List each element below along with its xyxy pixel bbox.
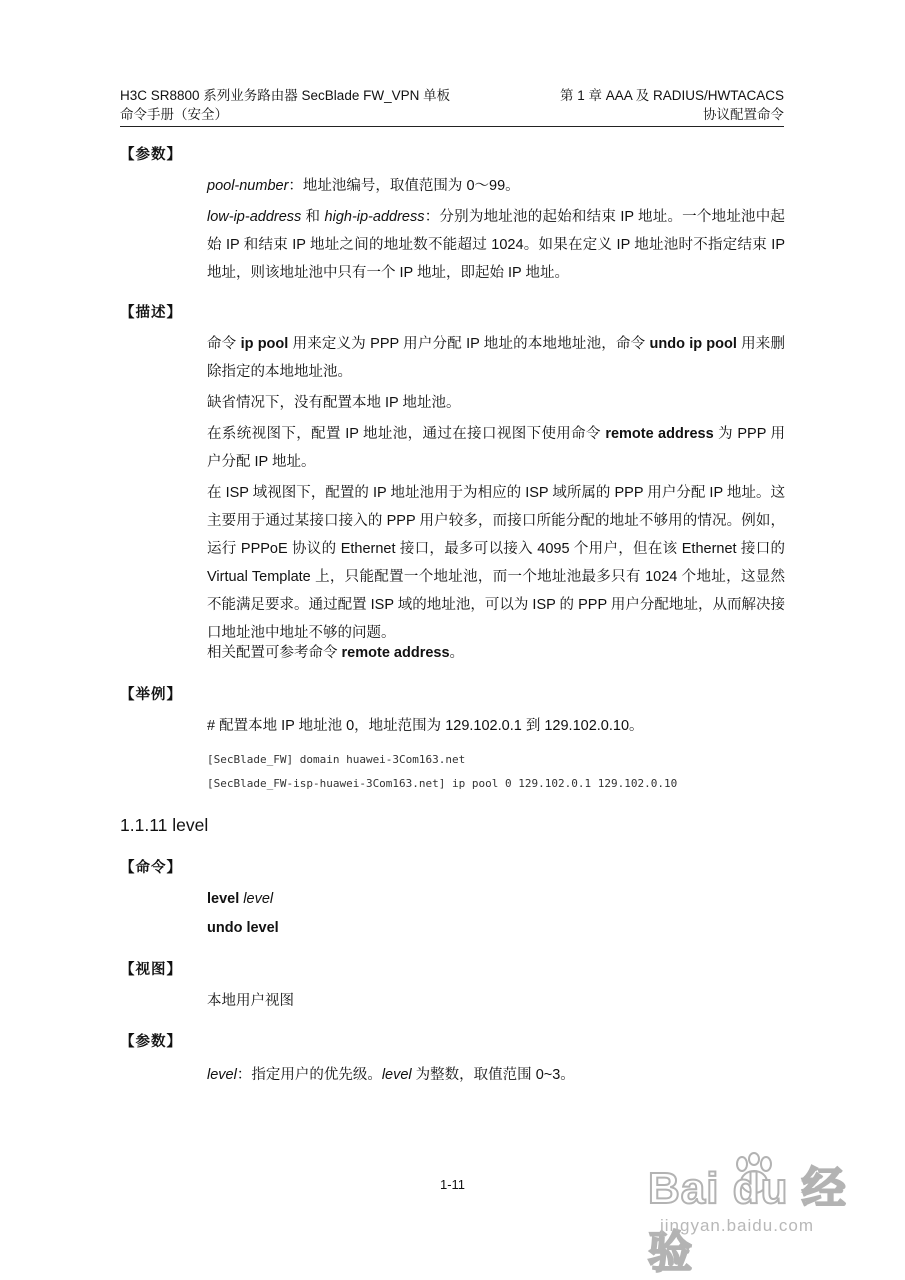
- param-ip-range-text: ：分别为地址池的起始和结束 IP 地址。一个地址池中起始 IP 和结束 IP 地址之间的地址数不能超过 1024。如果在定义 IP 地址池时不指定结束 IP 地址，则该地址池中只有一个 IP 地址，即起始 IP 地址。: [207, 209, 786, 281]
- param-and: 和: [301, 209, 325, 225]
- cmd-ip-pool: ip pool: [240, 336, 289, 352]
- cmd-remote-address: remote address: [605, 426, 714, 442]
- command-line-1: [207, 885, 785, 913]
- section-heading-command: 【命令】: [120, 860, 182, 876]
- header-chapter-subtitle: 协议配置命令: [703, 107, 784, 122]
- desc-text: 用来删除指定的本地地址池。: [207, 336, 785, 380]
- section-heading-view: 【视图】: [120, 962, 182, 978]
- desc-text: 为 PPP 用户分配 IP 地址。: [207, 426, 785, 470]
- cmd-undo-ip-pool: undo ip pool: [649, 336, 737, 352]
- baidu-jingyan-watermark: [640, 1142, 860, 1277]
- code-line-1: [SecBlade_FW] domain huawei-3Com163.net: [207, 753, 466, 766]
- header-chapter-title: 第 1 章 AAA 及 RADIUS/HWTACACS: [559, 88, 784, 103]
- param-level-text: ：指定用户的优先级。: [236, 1067, 382, 1083]
- desc-text: 。: [449, 645, 465, 661]
- desc-paragraph-3: [207, 420, 785, 476]
- cmd-remote-address: remote address: [341, 645, 450, 661]
- desc-paragraph-1: [207, 330, 785, 386]
- watermark-url: jingyan.baidu.com: [660, 1216, 815, 1235]
- page-header: [120, 86, 784, 124]
- term-level: level: [207, 1067, 237, 1083]
- term-high-ip: high-ip-address: [324, 209, 425, 225]
- header-doc-title: H3C SR8800 系列业务路由器 SecBlade FW_VPN 单板: [120, 88, 451, 103]
- command-line-2: [207, 914, 785, 942]
- code-line-2: [SecBlade_FW-isp-huawei-3Com163.net] ip pool 0 129.102.0.1 129.102.0.10: [207, 777, 678, 790]
- param-ip-range: [207, 203, 785, 287]
- param-pool-number: [207, 172, 785, 200]
- example-comment: # 配置本地 IP 地址池 0，地址范围为 129.102.0.1 到 129.102.0.10。: [207, 718, 644, 734]
- param-level: [207, 1061, 785, 1089]
- view-text: 本地用户视图: [207, 993, 294, 1009]
- section-heading-description: 【描述】: [120, 305, 182, 321]
- desc-paragraph-5: [207, 639, 785, 667]
- header-manual-name: 命令手册（安全）: [120, 107, 228, 122]
- arg-level: level: [243, 891, 274, 907]
- term-level: level: [381, 1067, 412, 1083]
- desc-text: 相关配置可参考命令: [207, 645, 342, 661]
- desc-paragraph-4: 在 ISP 域视图下，配置的 IP 地址池用于为相应的 ISP 域所属的 PPP 用户分配 IP 地址。这主要用于通过某接口接入的 PPP 用户较多，而接口所能分配的地址不够用的情况。例如，运行 PPPoE 协议的 Ethernet 接口，最多可以接入 4095 个用户，但在该 Ethernet 接口的 Virtual Template 上，只能配置一个地址池，而一个地址池最多只有 1024 个地址，这显然不能满足要求。通过配置 ISP 域的地址池，可以为 ISP 的 PPP 用户分配地址，从而解决接口地址池中地址不够的问题。: [207, 485, 785, 641]
- term-pool-number: pool-number: [207, 178, 289, 194]
- page-number: 1-11: [439, 1177, 466, 1192]
- section-heading-params-2: 【参数】: [120, 1034, 182, 1050]
- section-heading-example: 【举例】: [120, 687, 182, 703]
- cmd-undo-level: undo level: [207, 920, 279, 936]
- header-divider: [120, 126, 784, 127]
- param-pool-number-text: ：地址池编号，取值范围为 0～99。: [288, 178, 520, 194]
- desc-text: 用来定义为 PPP 用户分配 IP 地址的本地地址池，命令: [288, 336, 650, 352]
- cmd-level: level: [207, 891, 240, 907]
- desc-text: 命令: [207, 336, 241, 352]
- desc-text: 在系统视图下，配置 IP 地址池，通过在接口视图下使用命令: [207, 426, 606, 442]
- watermark-logo: Bai du 经验: [648, 1164, 847, 1277]
- section-heading-params: 【参数】: [120, 147, 182, 163]
- term-low-ip: low-ip-address: [207, 209, 302, 225]
- desc-paragraph-2: 缺省情况下，没有配置本地 IP 地址池。: [207, 395, 461, 411]
- section-title-level: 1.1.11 level: [120, 815, 209, 835]
- param-level-text: 为整数，取值范围 0~3。: [411, 1067, 575, 1083]
